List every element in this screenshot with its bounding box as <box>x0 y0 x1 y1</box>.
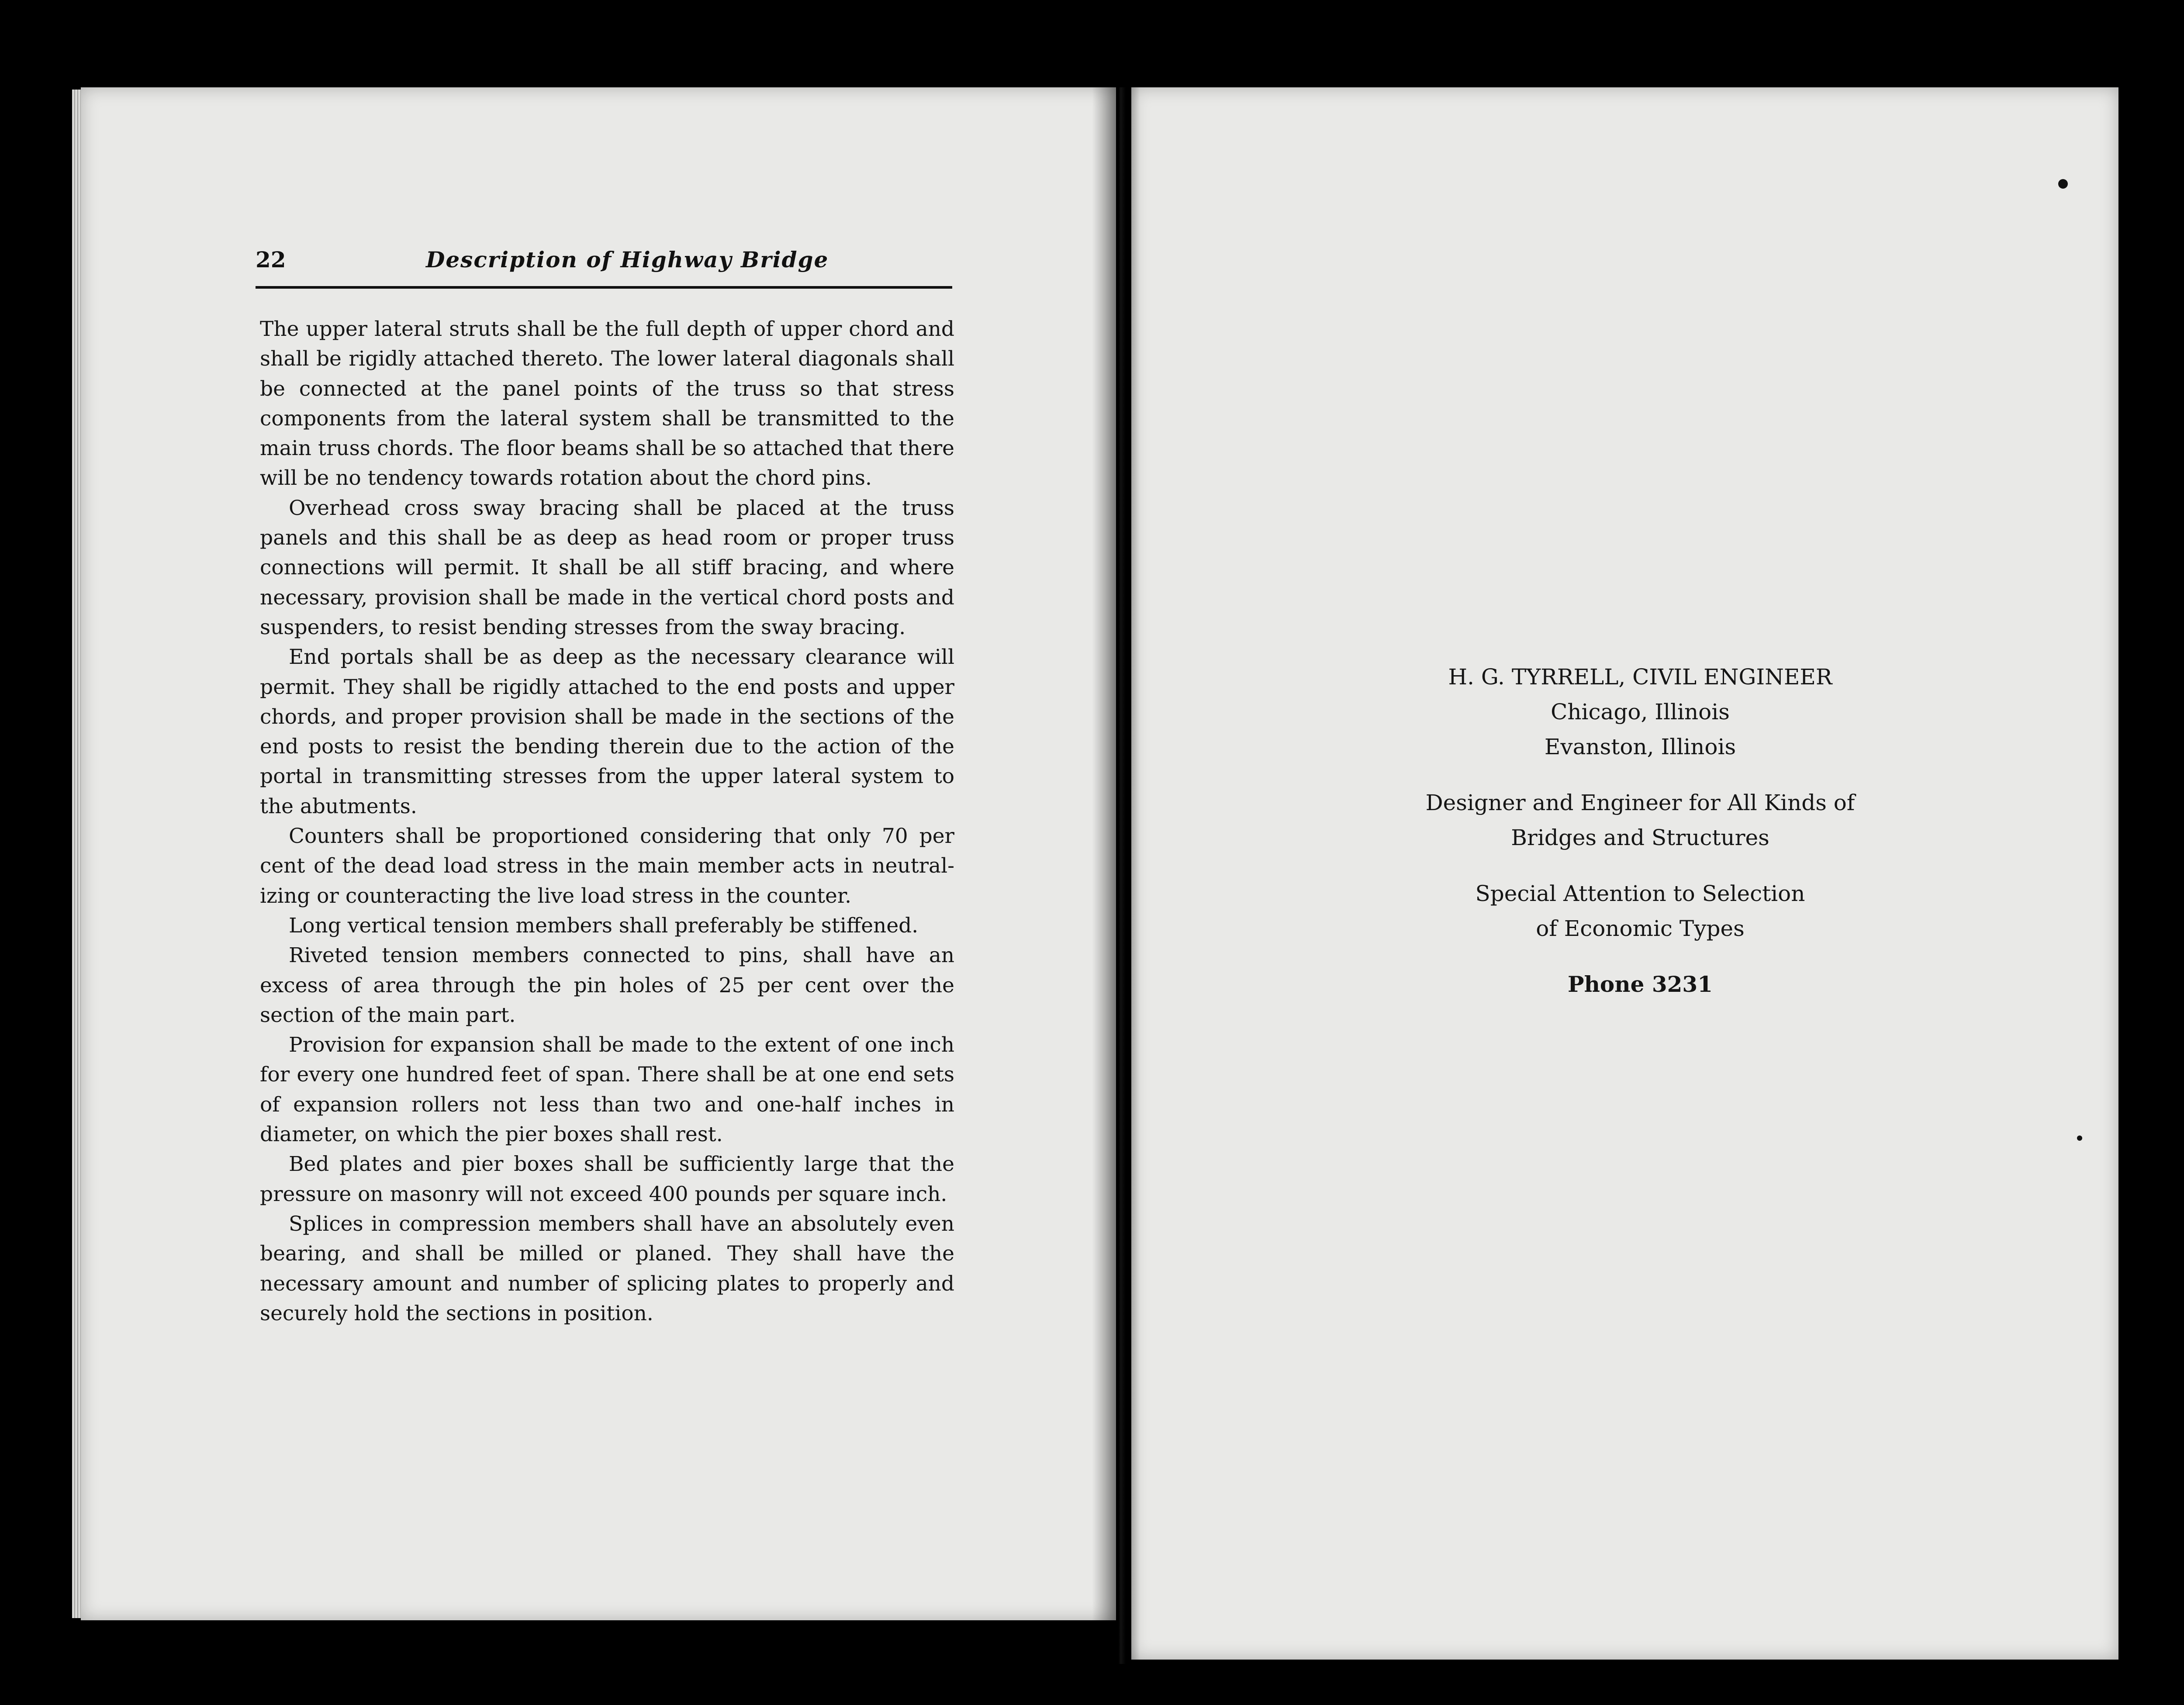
page-number: 22 <box>256 247 286 273</box>
city-evanston: Evanston, Illinois <box>1544 734 1736 759</box>
phone-number: Phone 3231 <box>1567 971 1713 997</box>
designer-line-2: Bridges and Structures <box>1511 825 1769 850</box>
paragraph-lateral-struts: The upper lateral struts shall be the full depth of upper chord and shall be rigidly attached thereto. The lower lateral diagonals shall be connected at the panel points of the truss so that stress components from the lateral system shall be transmitted to the main truss chords. The floor beams shall be so attached that there will be no tendency towards rotation about the chord pins. <box>260 317 954 490</box>
special-line-2: of Economic Types <box>1536 916 1745 941</box>
paragraph-riveted-tension: Riveted tension members connected to pins, shall have an excess of area through the pin holes of 25 per cent over the section of the main part. <box>260 943 954 1027</box>
paragraph-counters: Counters shall be proportioned considering that only 70 per cent of the dead load stress in the main member acts in neutralizing or counteracting the live load stress in the counter. <box>260 824 954 908</box>
special-line-1: Special Attention to Selection <box>1475 881 1805 906</box>
engineer-address-group <box>1363 659 1918 764</box>
ink-speck <box>2058 179 2068 189</box>
book-gutter <box>1092 87 1140 1664</box>
special-attention-group <box>1363 876 1918 946</box>
paragraph-expansion: Provision for expansion shall be made to the extent of one inch for every one hundred feet of span. There shall be at one end sets of expansion rollers not less than two and one-half inches in diameter, on which the pier boxes shall rest. <box>260 1033 954 1147</box>
phone-group <box>1363 967 1918 1002</box>
running-head <box>256 242 952 289</box>
body-text <box>260 314 954 1329</box>
engineer-name: H. G. TYRRELL, CIVIL ENGINEER <box>1448 664 1832 690</box>
paragraph-end-portals: End portals shall be as deep as the necessary clearance will permit. They shall be rigidly attached to the end posts and upper chords, and proper provision shall be made in the sections of the end posts to resist the bending therein due to the action of the portal in transmitting stresses from the upper lateral system to the abutments. <box>260 645 954 818</box>
paragraph-splices: Splices in compression members shall have an absolutely even bearing, and shall be milled or planed. They shall have the necessary amount and number of splicing plates to properly and securely hold the sections in position. <box>260 1211 954 1325</box>
ink-speck <box>2077 1136 2082 1141</box>
running-title: Description of Highway Bridge <box>426 247 829 273</box>
paragraph-bed-plates: Bed plates and pier boxes shall be sufficiently large that the pressure on masonry will not exceed 400 pounds per square inch. <box>260 1152 954 1206</box>
paragraph-vertical-tension: Long vertical tension members shall preferably be stiffened. <box>289 913 919 938</box>
designer-line-1: Designer and Engineer for All Kinds of <box>1425 790 1855 815</box>
advertisement <box>1363 659 1918 1023</box>
city-chicago: Chicago, Illinois <box>1551 699 1730 725</box>
designer-group <box>1363 785 1918 855</box>
paragraph-sway-bracing: Overhead cross sway bracing shall be placed at the truss panels and this shall be as deep as head room or proper truss connections will permit. It shall be all stiff bracing, and where necessary, provision shall be made in the vertical chord posts and suspenders, to resist bending stresses from the sway bracing. <box>260 496 954 639</box>
